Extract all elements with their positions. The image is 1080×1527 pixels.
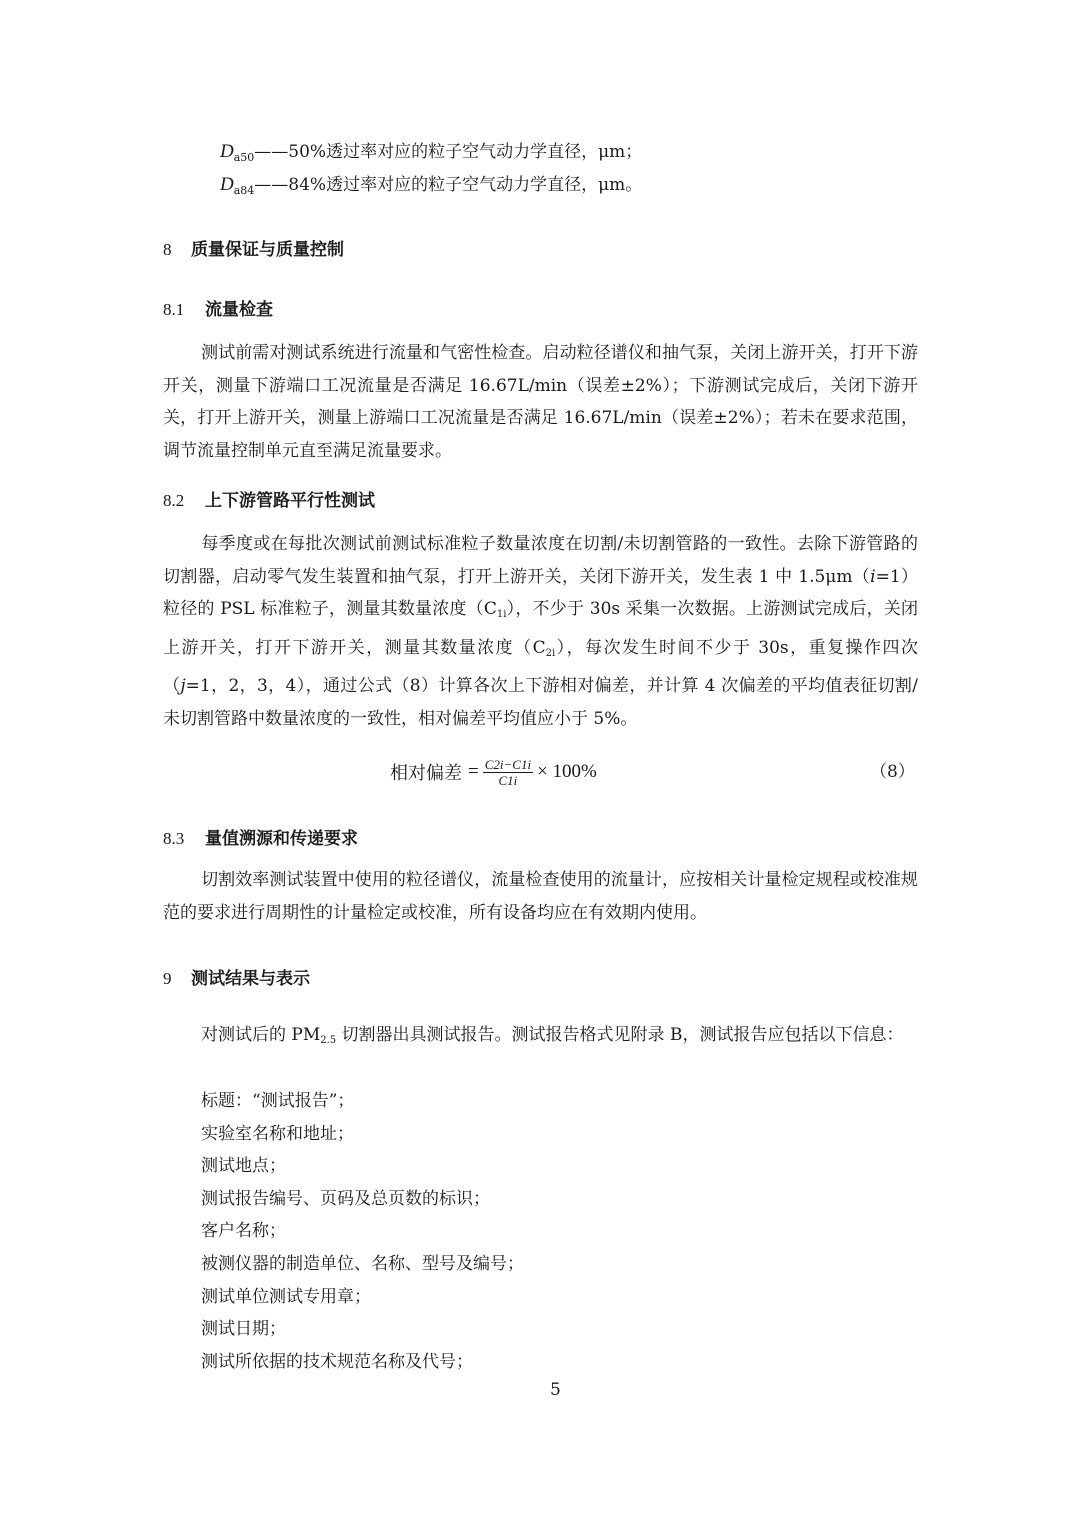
equation-8 [390,752,597,792]
definition-text: ——84%透过率对应的粒子空气动力学直径，μm。 [254,175,643,195]
section-number: 8.2 [163,491,185,510]
paragraph-text: ），每次发生时间不少于 30s，重复操作四次（ [163,637,918,696]
section-8-3-body [163,864,918,929]
subscript: a50 [233,151,255,164]
page-number: 5 [550,1380,561,1400]
section-title: 量值溯源和传递要求 [205,829,358,849]
section-title: 质量保证与质量控制 [191,240,344,260]
paragraph-text: ），不少于 30s 采集一次数据。上游测试完成后，关闭上游开关，打开下游开关，测量其数量浓度（C [163,599,918,658]
equation-equals: = [468,761,479,782]
subscript: 1i [496,609,507,620]
section-8-1-heading [163,295,273,320]
section-8-1-body [163,337,918,467]
list-item: 被测仪器的制造单位、名称、型号及编号； [201,1253,524,1274]
list-item: 客户名称； [201,1221,286,1242]
definition-da84 [220,174,642,202]
list-item: 测试日期； [201,1319,286,1340]
paragraph-text: =1）粒径的 PSL 标准粒子，测量其数量浓度（C [163,566,919,619]
section-9-heading [163,964,310,989]
section-number: 8.1 [163,300,185,319]
paragraph-text: =1，2，3，4），通过公式（8）计算各次上下游相对偏差，并计算 4 次偏差的平均值表征切割/未切割管路中数量浓度的一致性，相对偏差平均值应小于 5%。 [163,676,918,729]
equation-fraction [483,757,533,788]
var-j: j [180,676,186,696]
symbol: D [220,141,234,162]
section-8-2-heading [163,486,375,511]
equation-label: （8） [870,762,915,782]
subscript: 2i [545,647,556,659]
equation-lhs: 相对偏差 [390,763,462,784]
list-item: 测试单位测试专用章； [201,1286,371,1307]
report-info-list [201,1085,524,1378]
section-number: 8.3 [163,829,185,848]
section-title: 流量检查 [205,300,273,320]
list-item: 测试报告编号、页码及总页数的标识； [201,1188,490,1209]
paragraph-text: 每季度或在每批次测试前测试标准粒子数量浓度在切割/未切割管路的一致性。去除下游管路的切割器，启动零气发生装置和抽气泵，打开上游开关，关闭下游开关，发生表 1 中 1.5μm（ [163,534,918,587]
section-8-3-heading [163,824,358,849]
section-title: 测试结果与表示 [191,969,310,989]
equation-rhs: × 100% [537,761,597,782]
fraction-denominator: C1i [498,772,518,788]
paragraph-text: 切割器出具测试报告。测试报告格式见附录 B，测试报告应包括以下信息： [336,1025,904,1045]
symbol: D [220,174,234,195]
section-number: 9 [163,969,172,988]
var-i: i [870,566,876,587]
subscript: a84 [233,184,255,197]
list-item: 标题：“测试报告”； [201,1091,355,1111]
subscript: 2.5 [320,1035,337,1046]
list-item: 测试地点； [201,1156,286,1177]
section-number: 8 [163,240,172,259]
section-8-heading [163,235,344,260]
section-8-2-body [163,528,918,735]
list-item: 实验室名称和地址； [201,1123,354,1144]
paragraph-text: 测试前需对测试系统进行流量和气密性检查。启动粒径谱仪和抽气泵，关闭上游开关，打开下游开关，测量下游端口工况流量是否满足 16.67L/min（误差±2%）；下游测试完成后，关闭下游开关，打开上游开关，测量上游端口工况流量是否满足 16.67L/min（误差±2%）；若未在要求范围，调节流量控制单元直至满足流量要求。 [163,343,918,461]
paragraph-text: 切割效率测试装置中使用的粒径谱仪，流量检查使用的流量计，应按相关计量检定规程或校准规范的要求进行周期性的计量检定或校准，所有设备均应在有效期内使用。 [163,870,918,923]
paragraph-text: 对测试后的 PM [201,1025,321,1045]
fraction-numerator: C2i−C1i [484,756,532,772]
section-title: 上下游管路平行性测试 [205,491,375,511]
definition-text: ——50%透过率对应的粒子空气动力学直径，μm； [254,142,643,162]
list-item: 测试所依据的技术规范名称及代号； [201,1351,473,1372]
definition-da50 [220,141,642,169]
section-9-intro [163,1019,918,1058]
